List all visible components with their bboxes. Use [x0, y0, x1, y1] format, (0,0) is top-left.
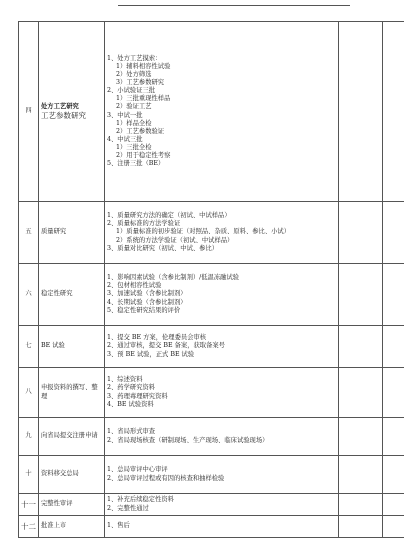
detail-line: 2、药学研究资料 [107, 384, 336, 392]
detail-cell [105, 326, 339, 368]
item-label: BE 试验 [41, 342, 65, 349]
item-label: 申报资料的撰写、整理 [41, 384, 98, 399]
detail-cell [105, 264, 339, 326]
table-row [19, 368, 404, 418]
item-title: 处方工艺研究 [41, 103, 102, 111]
detail-line: 1、省局形式审查 [107, 428, 336, 436]
detail-line: 1、处方工艺摸索： [107, 55, 336, 63]
detail-line: 2、总局审评过程或有因的核查和抽样检验 [107, 475, 336, 483]
detail-line: 1、质量研究方法的确定（初试、中试样品） [107, 212, 336, 220]
table-row [19, 516, 404, 538]
detail-line: 4、中试三批 [107, 136, 336, 144]
detail-line: 2、通过审核，提交 BE 备案，获取备案号 [107, 342, 336, 350]
detail-line: 1）样品全检 [107, 120, 336, 128]
detail-line: 3、加速试验（含参比制剂） [107, 290, 336, 298]
table-row [19, 456, 404, 494]
detail-line: 3）工艺参数研究 [107, 79, 336, 87]
empty-cell [339, 326, 383, 368]
detail-line: 1、影响因素试验（含参比制剂）/低温冻融试验 [107, 274, 336, 282]
table-row [19, 494, 404, 516]
empty-cell [383, 202, 404, 264]
project-plan-table [18, 21, 404, 538]
detail-line: 5、稳定性研究结果的评价 [107, 307, 336, 315]
detail-line: 1）质量标准的初步验证（对照品、杂质、原料、参比、小试） [107, 228, 336, 236]
row-number: 五 [19, 202, 39, 264]
detail-line: 1、综述资料 [107, 376, 336, 384]
detail-line: 1、补充后续稳定性资料 [107, 496, 336, 504]
detail-line: 2）验证工艺 [107, 103, 336, 111]
item-label: 资料移交总局 [41, 470, 79, 477]
detail-line: 1、总局审评中心审评 [107, 466, 336, 474]
detail-line: 1）辅料相容性试验 [107, 63, 336, 71]
detail-line: 1）三批全检 [107, 144, 336, 152]
empty-cell [383, 516, 404, 538]
detail-line: 1、售后 [107, 522, 336, 530]
detail-line: 1）三批重现性样品 [107, 95, 336, 103]
item-cell [39, 418, 105, 456]
item-cell [39, 516, 105, 538]
item-label: 工艺参数研究 [41, 111, 102, 121]
empty-cell [383, 456, 404, 494]
empty-cell [339, 516, 383, 538]
empty-cell [383, 494, 404, 516]
detail-line: 3、中试一批 [107, 112, 336, 120]
table-row [19, 418, 404, 456]
detail-line: 4、长期试验（含参比制剂） [107, 299, 336, 307]
detail-line: 2）工艺参数验证 [107, 128, 336, 136]
detail-line: 2）用于稳定性考察 [107, 152, 336, 160]
detail-cell [105, 202, 339, 264]
detail-cell [105, 368, 339, 418]
row-number: 七 [19, 326, 39, 368]
item-cell [39, 264, 105, 326]
table-row [19, 264, 404, 326]
detail-line: 1、提交 BE 方案，伦理委员会审核 [107, 334, 336, 342]
detail-line: 3、质量对比研究（初试、中试、参比） [107, 245, 336, 253]
empty-cell [383, 326, 404, 368]
empty-cell [339, 456, 383, 494]
detail-line: 5、注册三批（BE） [107, 160, 336, 168]
detail-line: 3、预 BE 试验，正式 BE 试验 [107, 351, 336, 359]
item-cell [39, 326, 105, 368]
item-cell [39, 22, 105, 202]
detail-line: 2）处方筛选 [107, 71, 336, 79]
item-label: 质量研究 [41, 228, 66, 235]
item-label: 批准上市 [41, 522, 66, 529]
row-number: 六 [19, 264, 39, 326]
row-number: 十一 [19, 494, 39, 516]
empty-cell [339, 368, 383, 418]
detail-cell [105, 516, 339, 538]
item-label: 向省局提交注册申请 [41, 432, 98, 439]
detail-line: 2）系统的方法学验证（初试、中试样品） [107, 237, 336, 245]
row-number: 四 [19, 22, 39, 202]
empty-cell [383, 368, 404, 418]
empty-cell [339, 202, 383, 264]
detail-line: 2、包材相容性试验 [107, 282, 336, 290]
row-number: 十 [19, 456, 39, 494]
item-cell [39, 456, 105, 494]
header-rule [118, 5, 350, 6]
detail-line: 2、完整性通过 [107, 505, 336, 513]
table-row [19, 22, 404, 202]
detail-cell [105, 494, 339, 516]
detail-line: 2、省局现场核查（研制现场、生产现场、临床试验现场） [107, 437, 336, 445]
item-label: 完整性审评 [41, 500, 72, 507]
detail-cell [105, 456, 339, 494]
table-row [19, 202, 404, 264]
row-number: 八 [19, 368, 39, 418]
detail-line: 4、BE 试验资料 [107, 401, 336, 409]
detail-cell [105, 418, 339, 456]
item-label: 稳定性研究 [41, 290, 72, 297]
empty-cell [339, 418, 383, 456]
detail-line: 2、质量标准的方法学验证 [107, 220, 336, 228]
empty-cell [383, 22, 404, 202]
item-cell [39, 368, 105, 418]
row-number: 九 [19, 418, 39, 456]
table-row [19, 326, 404, 368]
item-cell [39, 494, 105, 516]
item-cell [39, 202, 105, 264]
detail-line: 2、小试验证三批 [107, 87, 336, 95]
empty-cell [339, 22, 383, 202]
empty-cell [339, 494, 383, 516]
empty-cell [339, 264, 383, 326]
detail-line: 3、药理毒理研究资料 [107, 393, 336, 401]
empty-cell [383, 418, 404, 456]
detail-cell [105, 22, 339, 202]
row-number: 十二 [19, 516, 39, 538]
empty-cell [383, 264, 404, 326]
